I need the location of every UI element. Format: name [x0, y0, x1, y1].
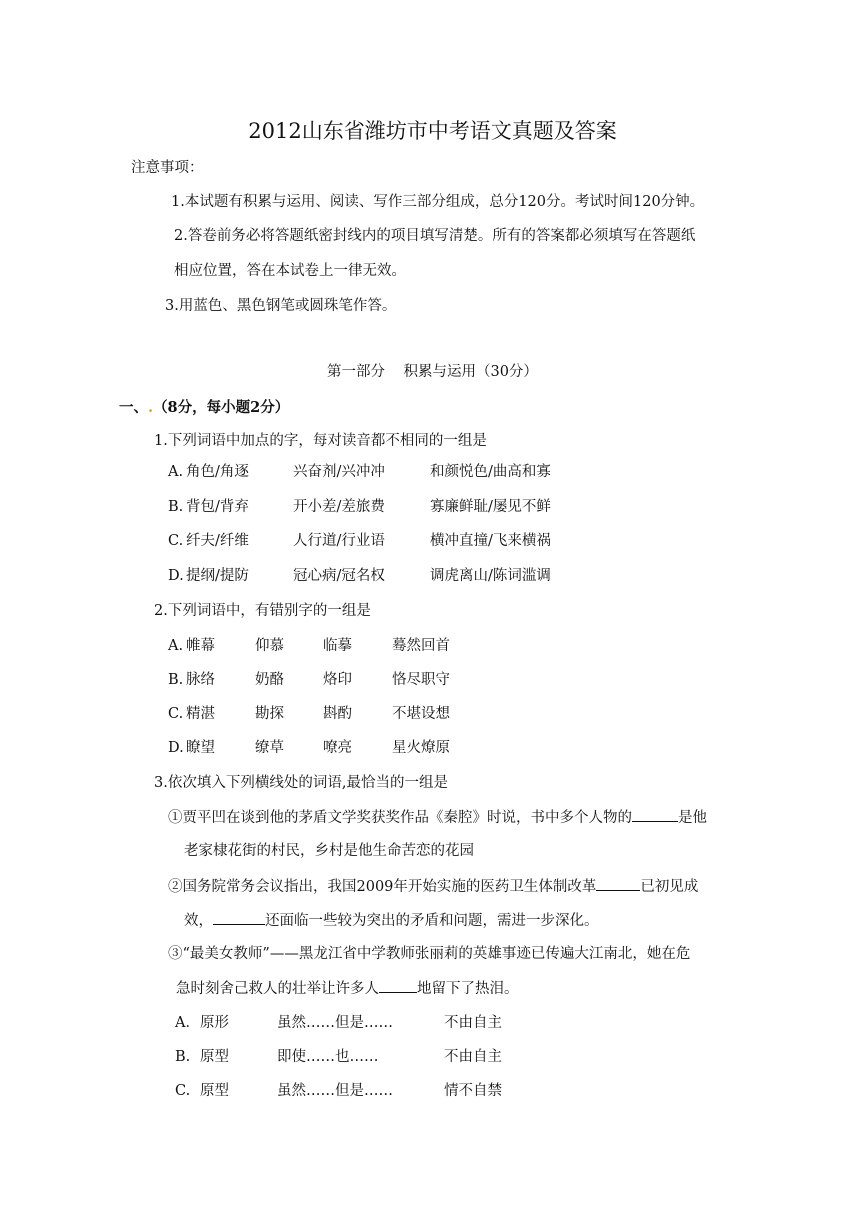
q1-option-pair-2: 人行道/行业语: [293, 533, 385, 549]
q3-option-word: 原型: [200, 1049, 229, 1065]
q1-option-pair-1: 角色/角逐: [186, 464, 249, 480]
q3-sentence-3: ③“最美女教师”——黑龙江省中学教师张丽莉的英雄事迹已传遍大江南北，她在危: [168, 946, 691, 962]
q2-option-word-2: 仰慕: [255, 638, 284, 654]
q2-option-word-4: 星火燎原: [392, 740, 450, 756]
q1-option-pair-2: 兴奋剂/兴冲冲: [293, 464, 385, 480]
q3-sentence-1-text: ①贾平凹在谈到他的茅盾文学奖获奖作品《秦腔》时说，书中多个人物的: [168, 810, 632, 826]
notice-heading: 注意事项：: [131, 160, 204, 176]
q3-blank-3: [213, 910, 265, 925]
q3-sentence-1-cont: 老家棣花街的村民，乡村是他生命苦恋的花园: [184, 843, 474, 859]
q3-sentence-3-tail: 地留下了热泪。: [417, 981, 519, 997]
q1-option-letter: A.: [168, 464, 184, 480]
q3-option-idiom: 情不自禁: [444, 1083, 502, 1099]
q3-option-letter: C.: [175, 1083, 191, 1099]
q2-option-word-3: 斟酌: [323, 706, 352, 722]
q3-sentence-1-tail: 是他: [678, 810, 707, 826]
q3-sentence-3-cont: [176, 978, 519, 999]
q3-option-connective: 即使……也……: [277, 1049, 379, 1065]
q2-option-word-2: 奶酪: [255, 672, 284, 688]
q2-option-word-3: 临摹: [323, 638, 352, 654]
q3-sentence-3-text: 急时刻舍己救人的壮举让许多人: [176, 981, 379, 997]
q2-option-word-1: 帷幕: [186, 638, 215, 654]
q2-option-letter: C.: [168, 706, 184, 722]
part-title: 第一部分 积累与运用（30分）: [327, 364, 538, 380]
q3-blank-2: [596, 876, 640, 891]
q3-sentence-2-rest: 还面临一些较为突出的矛盾和问题，需进一步深化。: [265, 913, 599, 929]
section-label: 一、: [119, 399, 148, 416]
q2-option-word-3: 烙印: [323, 672, 352, 688]
q3-sentence-2-tail: 已初见成: [640, 879, 699, 895]
section-heading: [119, 398, 289, 418]
notice-item-1: 1.本试题有积累与运用、阅读、写作三部分组成，总分120分。考试时间120分钟。: [171, 194, 705, 210]
q3-sentence-2-cont: [184, 910, 599, 931]
q1-option-pair-3: 和颜悦色/曲高和寡: [430, 464, 551, 480]
q3-stem: 3.依次填入下列横线处的词语,最恰当的一组是: [154, 775, 448, 791]
q3-option-idiom: 不由自主: [444, 1049, 502, 1065]
q2-option-letter: D.: [168, 740, 184, 756]
q3-option-idiom: 不由自主: [444, 1015, 502, 1031]
q3-blank-1: [632, 807, 678, 822]
q1-option-pair-1: 提纲/提防: [186, 568, 249, 584]
section-score: （8分，每小题2分）: [153, 399, 290, 416]
q3-blank-4: [379, 978, 417, 993]
q1-option-pair-3: 横冲直撞/飞来横祸: [430, 533, 551, 549]
q1-option-pair-1: 纤夫/纤维: [186, 533, 249, 549]
q2-option-letter: B.: [168, 672, 184, 688]
q1-option-letter: D.: [168, 568, 184, 584]
q1-option-letter: C.: [168, 533, 184, 549]
q2-option-letter: A.: [168, 638, 184, 654]
q3-sentence-2: [168, 876, 698, 897]
section-dot: .: [148, 399, 154, 416]
q2-option-word-1: 精湛: [186, 706, 215, 722]
q2-option-word-2: 勘探: [255, 706, 284, 722]
q3-sentence-1: [168, 807, 707, 828]
q1-option-pair-2: 冠心病/冠名权: [293, 568, 385, 584]
q3-option-word: 原型: [200, 1083, 229, 1099]
q3-option-connective: 虽然……但是……: [277, 1083, 393, 1099]
notice-item-2-cont: 相应位置，答在本试卷上一律无效。: [174, 263, 406, 279]
q3-sentence-2-text: ②国务院常务会议指出，我国2009年开始实施的医药卫生体制改革: [168, 879, 597, 895]
q3-option-letter: A．: [175, 1015, 200, 1031]
q3-option-word: 原形: [200, 1015, 229, 1031]
q1-option-letter: B.: [168, 499, 184, 515]
q2-option-word-3: 嘹亮: [323, 740, 352, 756]
notice-item-3: 3.用蓝色、黑色钢笔或圆珠笔作答。: [165, 298, 397, 314]
page-title: 2012山东省潍坊市中考语文真题及答案: [248, 119, 617, 143]
q1-stem: 1.下列词语中加点的字，每对读音都不相同的一组是: [154, 433, 487, 449]
q1-option-pair-1: 背包/背弃: [186, 499, 249, 515]
q1-option-pair-3: 寡廉鲜耻/屡见不鲜: [430, 499, 551, 515]
q1-option-pair-3: 调虎离山/陈词滥调: [430, 568, 551, 584]
q2-option-word-1: 瞭望: [186, 740, 215, 756]
q3-option-letter: B.: [175, 1049, 191, 1065]
notice-item-2: 2.答卷前务必将答题纸密封线内的项目填写清楚。所有的答案都必须填写在答题纸: [174, 228, 696, 244]
q2-option-word-2: 缭草: [255, 740, 284, 756]
q2-option-word-1: 脉络: [186, 672, 215, 688]
q2-option-word-4: 不堪设想: [392, 706, 450, 722]
q3-option-connective: 虽然……但是……: [277, 1015, 393, 1031]
q2-option-word-4: 蓦然回首: [392, 638, 450, 654]
q2-option-word-4: 恪尽职守: [392, 672, 450, 688]
q1-option-pair-2: 开小差/差旅费: [293, 499, 385, 515]
q3-sentence-2-lead: 效，: [184, 913, 213, 929]
q2-stem: 2.下列词语中，有错别字的一组是: [154, 603, 371, 619]
